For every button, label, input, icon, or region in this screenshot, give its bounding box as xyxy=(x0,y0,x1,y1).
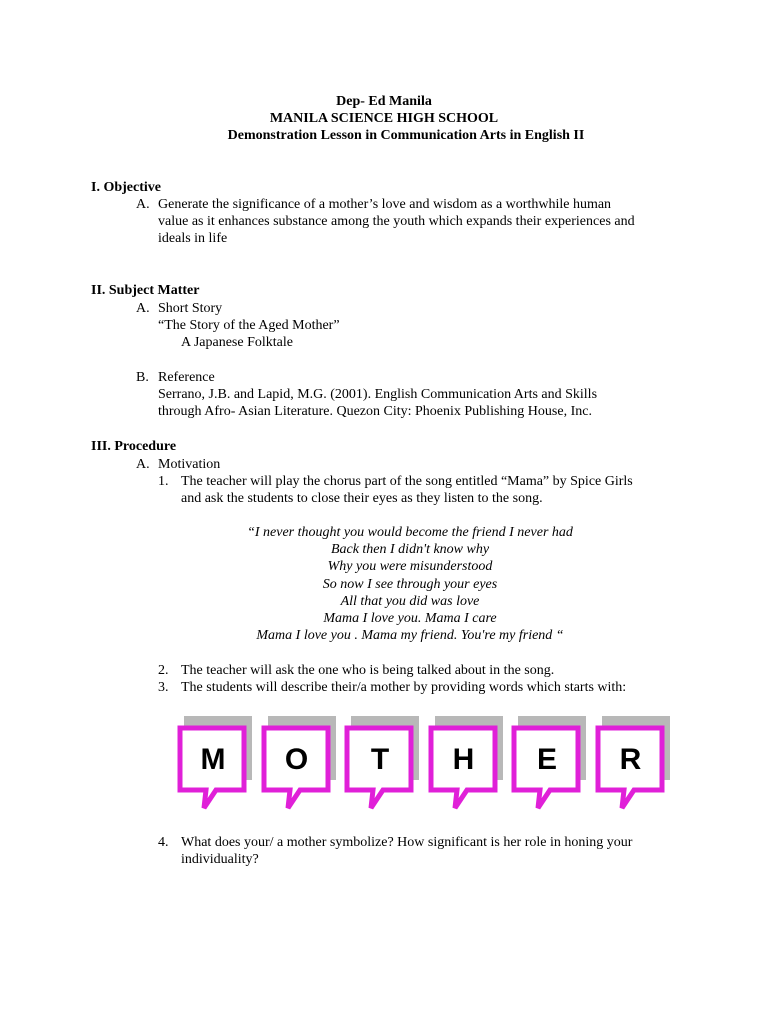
item-4-marker: 4. xyxy=(158,835,169,850)
subject-matter-heading: II. Subject Matter xyxy=(91,283,200,298)
lyric-line: Why you were misunderstood xyxy=(327,559,493,574)
tile-letter: R xyxy=(619,743,642,776)
subject-a-label: Short Story xyxy=(158,301,223,316)
objective-a-line-1: Generate the significance of a mother’s love and wisdom as a worthwhile human xyxy=(158,197,612,212)
tile-letter: E xyxy=(536,743,557,776)
reference-line-1: Serrano, J.B. and Lapid, M.G. (2001). English Communication Arts and Skills xyxy=(158,387,598,402)
item-1-line-2: and ask the students to close their eyes as they listen to the song. xyxy=(181,491,543,506)
mother-tile-e xyxy=(510,716,590,816)
tile-letter: T xyxy=(370,743,390,776)
subject-b-marker: B. xyxy=(136,370,149,385)
tile-letter: M xyxy=(200,743,226,776)
lyric-line: Back then I didn't know why xyxy=(330,542,490,557)
story-subtitle: A Japanese Folktale xyxy=(181,335,293,350)
mother-tile-h xyxy=(427,716,507,816)
procedure-heading: III. Procedure xyxy=(91,439,177,454)
header-line-1: Dep- Ed Manila xyxy=(336,94,432,109)
subject-a-marker: A. xyxy=(136,301,150,316)
lyric-line: “I never thought you would become the friend I never had xyxy=(247,525,573,540)
item-1-line-1: The teacher will play the chorus part of the song entitled “Mama” by Spice Girls xyxy=(181,474,633,489)
reference-line-2: through Afro- Asian Literature. Quezon City: Phoenix Publishing House, Inc. xyxy=(158,404,592,419)
procedure-a-marker: A. xyxy=(136,457,150,472)
item-1-marker: 1. xyxy=(158,474,169,489)
mother-tile-t xyxy=(343,716,423,816)
header-school-name: MANILA SCIENCE HIGH SCHOOL xyxy=(269,111,499,126)
header-lesson-title: Demonstration Lesson in Communication Arts in English II xyxy=(227,128,585,143)
story-title: “The Story of the Aged Mother” xyxy=(158,318,340,333)
lyric-line: Mama I love you. Mama I care xyxy=(323,611,497,626)
item-4-line-1: What does your/ a mother symbolize? How significant is her role in honing your xyxy=(181,835,633,850)
mother-tile-r xyxy=(594,716,674,816)
objective-a-marker: A. xyxy=(136,197,150,212)
mother-tile-m xyxy=(176,716,256,816)
item-2-marker: 2. xyxy=(158,663,169,678)
lyric-line: So now I see through your eyes xyxy=(322,577,498,592)
lyric-line: All that you did was love xyxy=(340,594,480,609)
procedure-a-label: Motivation xyxy=(158,457,221,472)
item-3-marker: 3. xyxy=(158,680,169,695)
item-2-text: The teacher will ask the one who is being talked about in the song. xyxy=(181,663,555,678)
lyric-line: Mama I love you . Mama my friend. You're my friend “ xyxy=(256,628,564,643)
mother-tile-o xyxy=(260,716,340,816)
item-4-line-2: individuality? xyxy=(181,852,259,867)
tile-letter: H xyxy=(452,743,475,776)
objective-a-line-3: ideals in life xyxy=(158,231,228,246)
objective-heading: I. Objective xyxy=(91,180,161,195)
subject-b-label: Reference xyxy=(158,370,215,385)
objective-a-line-2: value as it enhances substance among the youth which expands their experiences and xyxy=(158,214,635,229)
item-3-text: The students will describe their/a mother by providing words which starts with: xyxy=(181,680,627,695)
tile-letter: O xyxy=(284,743,309,776)
